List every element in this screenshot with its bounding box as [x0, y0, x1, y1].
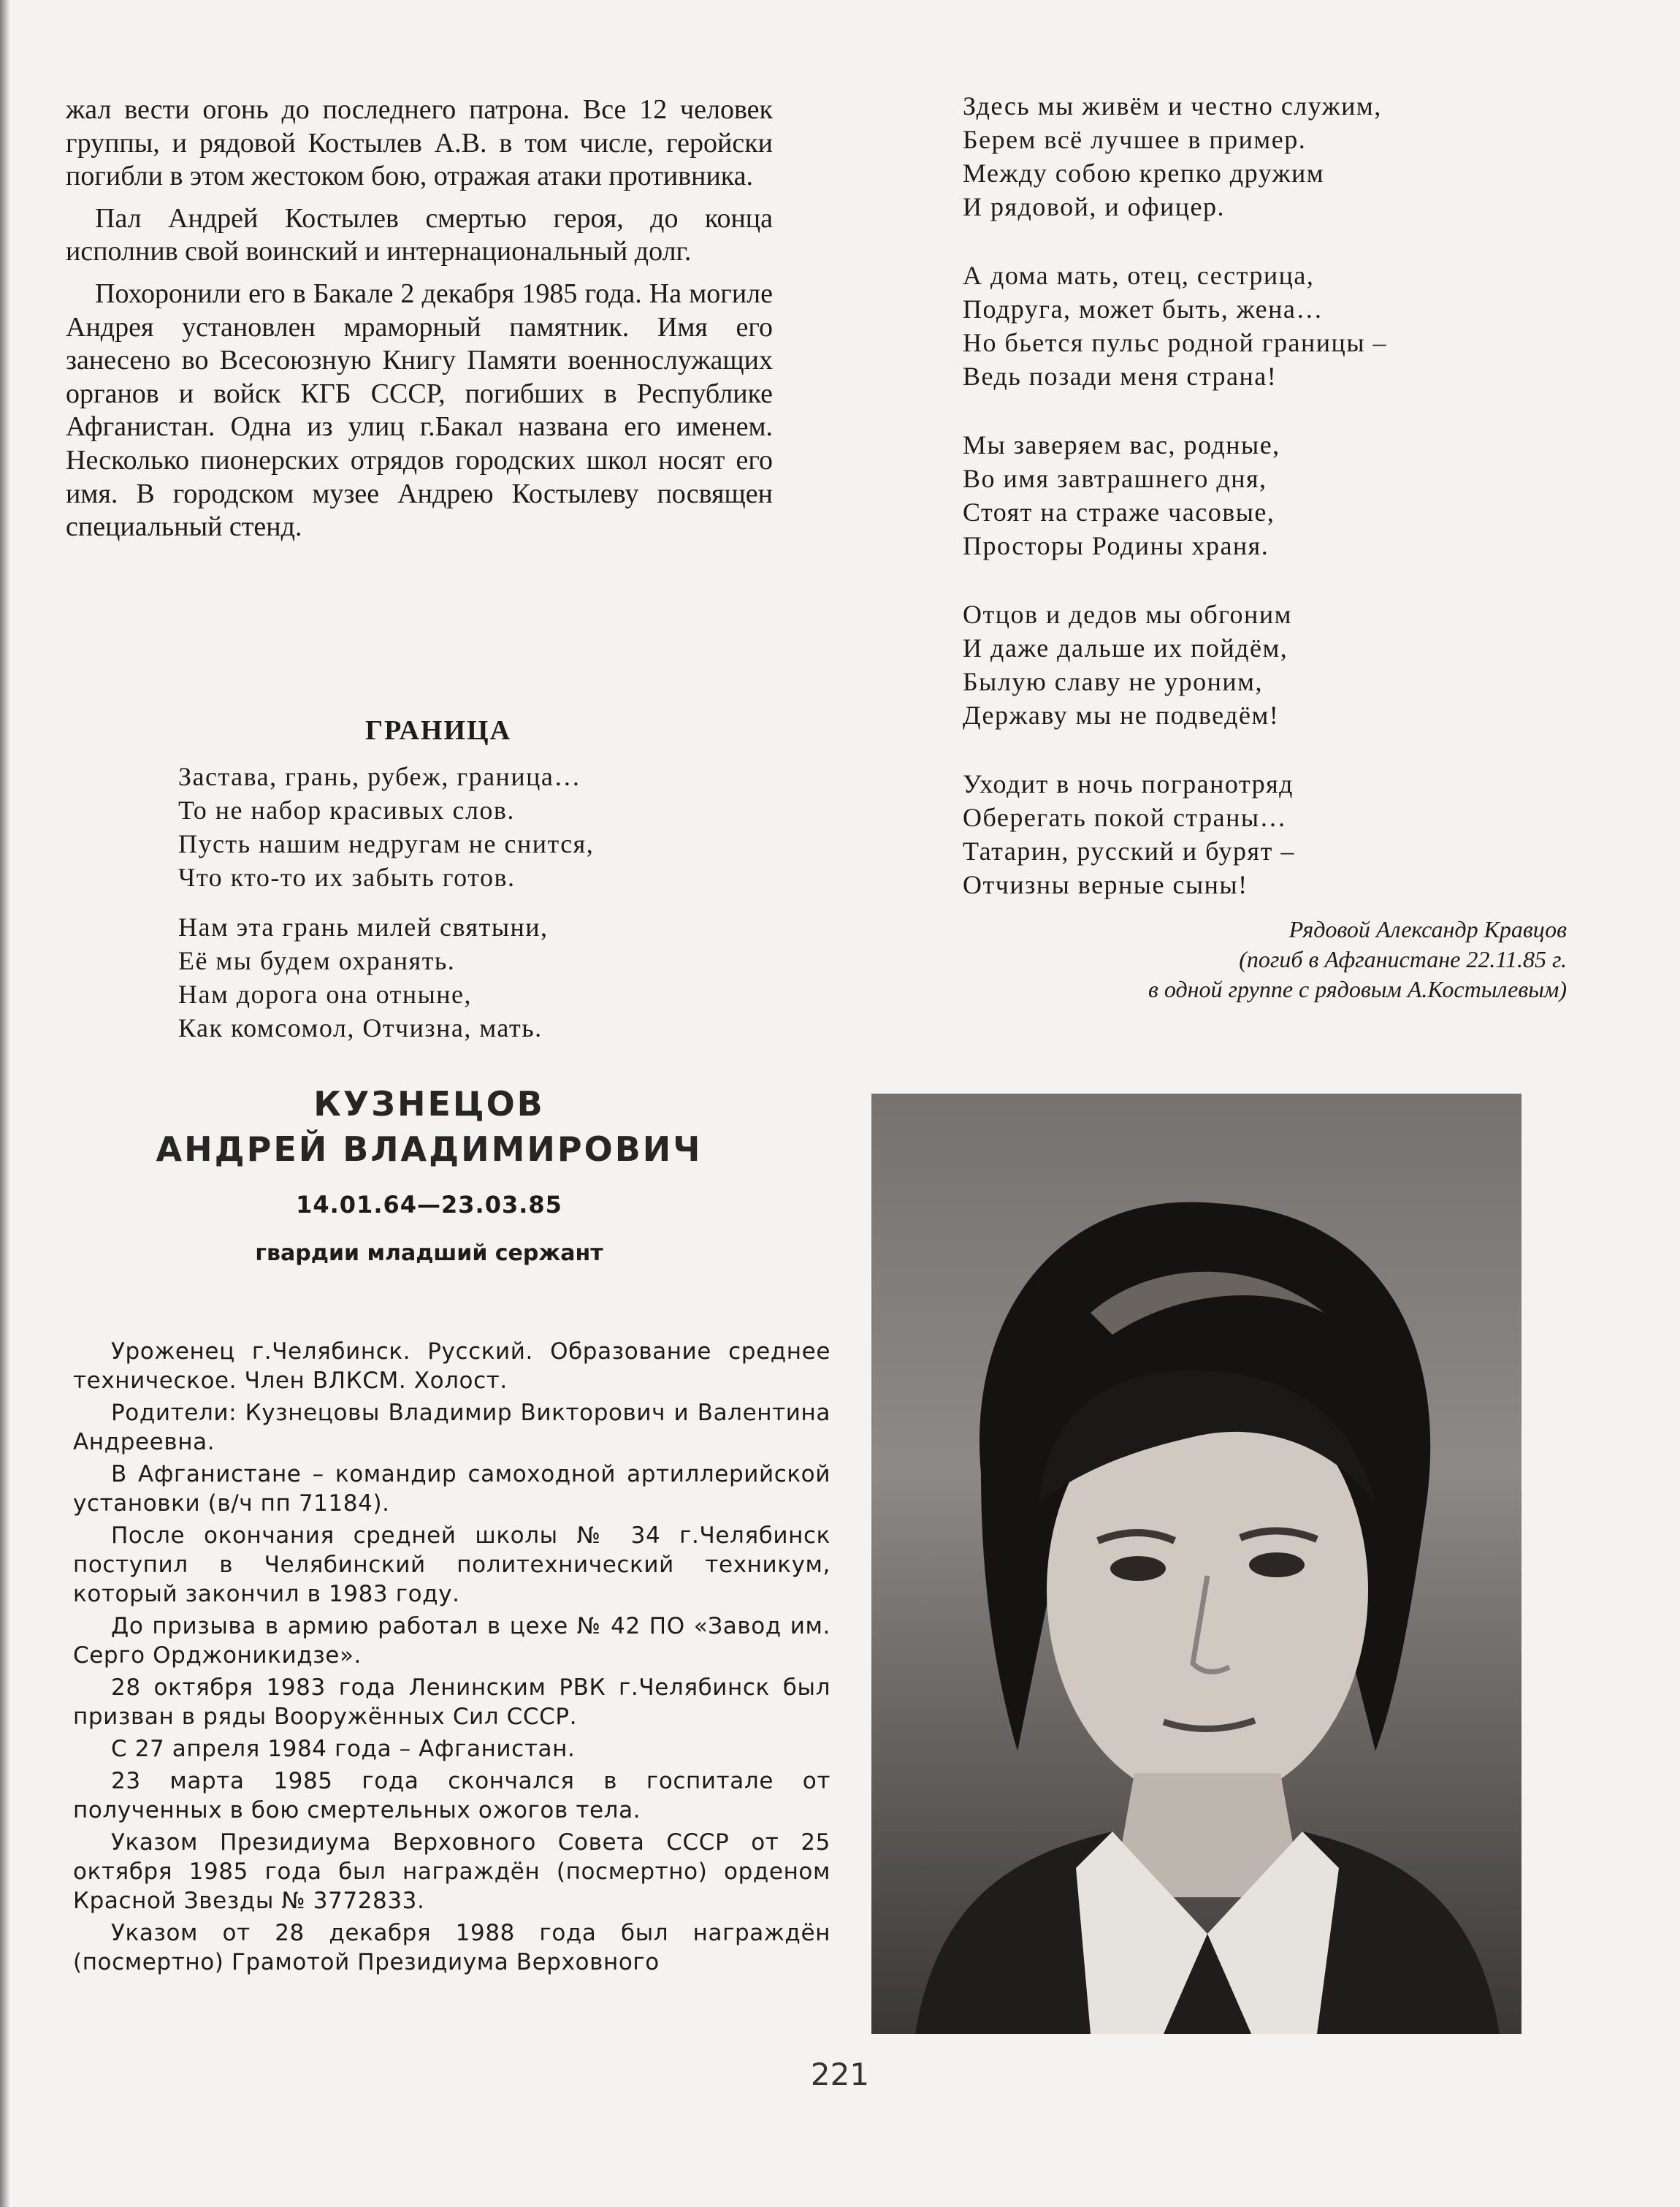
- poem-line: Отчизны верные сыны!: [963, 870, 1248, 899]
- poem-line: Подруга, может быть, жена…: [963, 294, 1324, 324]
- bio-rank: гвардии младший сержант: [255, 1240, 603, 1266]
- attribution-line: Рядовой Александр Кравцов: [1288, 916, 1567, 942]
- poem-stanza: [963, 259, 1547, 393]
- poem-stanza: [963, 767, 1547, 902]
- poem-line: Отцов и дедов мы обгоним: [963, 600, 1292, 629]
- poem-line: Просторы Родины храня.: [963, 531, 1269, 560]
- biography-header: [117, 1081, 741, 1266]
- poem-line: И даже дальше их пойдём,: [963, 633, 1288, 663]
- poem-line: Оберегать покой страны…: [963, 803, 1288, 832]
- poem-right-column: [963, 89, 1547, 937]
- poem-line: Уходит в ночь погранотряд: [963, 769, 1294, 798]
- bio-paragraph: До призыва в армию работал в цехе № 42 ПО «Завод им. Серго Орджоникидзе».: [73, 1613, 831, 1669]
- article-paragraph: Похоронили его в Бакале 2 декабря 1985 года. На могиле Андрея установлен мраморный памятник. Имя его занесено во Всесоюзную Книгу Памяти военнослужащих органов и войск КГБ СССР, погибших в Республике Афганистан. Одна из улиц г.Бакал названа его именем. Несколько пионерских отрядов городских школ носят его имя. В городском музее Андрею Костылеву посвящен специальный стенд.: [66, 278, 773, 543]
- page-binding-edge: [0, 0, 10, 2207]
- portrait-photo: [871, 1094, 1521, 2034]
- bio-paragraph: Уроженец г.Челябинск. Русский. Образование среднее техническое. Член ВЛКСМ. Холост.: [73, 1338, 831, 1394]
- poem-stanza: [963, 428, 1547, 563]
- poem-line: Во имя завтрашнего дня,: [963, 464, 1267, 493]
- article-paragraph: жал вести огонь до последнего патрона. Все 12 человек группы, и рядовой Костылев А.В. в том числе, геройски погибли в этом жестоком бою, отражая атаки противника.: [66, 94, 773, 192]
- poem-line: Нам эта грань милей святыни,: [178, 912, 549, 942]
- attribution-line: (погиб в Афганистане 22.11.85 г.: [1239, 946, 1567, 972]
- page-number: 221: [810, 2057, 870, 2092]
- bio-paragraph: Родители: Кузнецовы Владимир Викторович и Валентина Андреевна.: [73, 1400, 831, 1455]
- poem-line: Ведь позади меня страна!: [963, 362, 1278, 391]
- poem-line: И рядовой, и офицер.: [963, 192, 1225, 221]
- poem-line: Но бьется пульс родной границы –: [963, 328, 1388, 357]
- attribution-line: в одной группе с рядовым А.Костылевым): [1148, 976, 1567, 1002]
- article-paragraph: Пал Андрей Костылев смертью героя, до конца исполнив свой воинский и интернациональный долг.: [66, 202, 773, 267]
- poem-stanza: [963, 89, 1547, 224]
- bio-paragraph: 28 октября 1983 года Ленинским РВК г.Челябинск был призван в ряды Вооружённых Сил СССР.: [73, 1674, 831, 1730]
- biography-text: [73, 1337, 831, 1980]
- poem-line: Былую славу не уроним,: [963, 667, 1263, 696]
- poem-line: А дома мать, отец, сестрица,: [963, 261, 1315, 290]
- poem-line: Застава, грань, рубеж, граница…: [178, 762, 581, 791]
- poem-line: Её мы будем охранять.: [178, 946, 456, 975]
- poem-line: Пусть нашим недругам не снится,: [178, 829, 595, 858]
- poem-line: Между собою крепко дружим: [963, 159, 1325, 188]
- bio-paragraph: 23 марта 1985 года скончался в госпитале от полученных в бою смертельных ожогов тела.: [73, 1768, 831, 1823]
- bio-paragraph: После окончания средней школы № 34 г.Челябинск поступил в Челябинский политехнический техникум, который закончил в 1983 году.: [73, 1522, 831, 1607]
- poem-line: То не набор красивых слов.: [178, 796, 515, 825]
- bio-paragraph: С 27 апреля 1984 года – Афганистан.: [111, 1736, 576, 1762]
- poem-line: Державу мы не подведём!: [963, 701, 1280, 730]
- bio-paragraph: В Афганистане – командир самоходной артиллерийской установки (в/ч пп 71184).: [73, 1461, 831, 1517]
- poem-stanza: [178, 760, 763, 894]
- poem-stanza: [178, 910, 763, 1045]
- poem-left-column: [178, 760, 763, 1061]
- poem-line: Мы заверяем вас, родные,: [963, 430, 1280, 460]
- bio-surname: КУЗНЕЦОВ: [313, 1084, 545, 1124]
- poem-line: Татарин, русский и бурят –: [963, 836, 1295, 866]
- bio-full-name: АНДРЕЙ ВЛАДИМИРОВИЧ: [156, 1129, 703, 1169]
- poem-line: Как комсомол, Отчизна, мать.: [178, 1013, 543, 1042]
- poem-line: Что кто-то их забыть готов.: [178, 863, 516, 892]
- portrait-illustration: [871, 1094, 1521, 2034]
- poem-line: Стоят на страже часовые,: [963, 498, 1275, 527]
- poem-line: Берем всё лучшее в пример.: [963, 125, 1307, 154]
- poem-line: Нам дорога она отныне,: [178, 980, 473, 1009]
- poem-title: ГРАНИЦА: [364, 715, 512, 746]
- bio-dates: 14.01.64—23.03.85: [296, 1191, 562, 1219]
- bio-paragraph: Указом Президиума Верховного Совета СССР от 25 октября 1985 года был награждён (посмертно) орденом Красной Звезды № 3772833.: [73, 1829, 831, 1914]
- poem-attribution: [920, 915, 1567, 1005]
- article-text: [66, 94, 773, 553]
- bio-paragraph: Указом от 28 декабря 1988 года был награждён (посмертно) Грамотой Президиума Верховного: [73, 1920, 831, 1975]
- poem-stanza: [963, 598, 1547, 732]
- poem-line: Здесь мы живём и честно служим,: [963, 91, 1382, 121]
